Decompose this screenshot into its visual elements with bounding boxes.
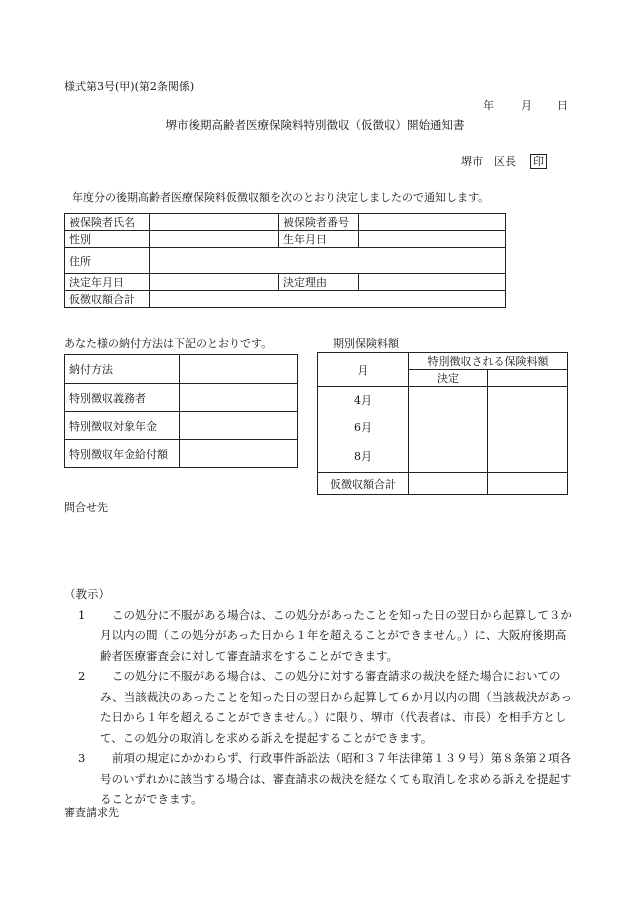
birth-date-label: 生年月日 <box>279 231 359 248</box>
table-row <box>65 291 506 308</box>
address-value <box>150 248 506 274</box>
insured-info-table <box>64 213 506 308</box>
notice-item-number: 3 <box>78 751 86 765</box>
decided-amount-cell <box>409 387 488 414</box>
table-row <box>65 231 506 248</box>
notice-line: 前項の規定にかかわらず、行政事件訴訟法（昭和３７年法律第１３９号）第８条第２項各 <box>112 751 572 765</box>
notice-line: て、この処分の取消しを求める訴えを提起することができます。 <box>100 730 433 745</box>
notice-line: この処分に不服がある場合は、この処分があったことを知った日の翌日から起算して３か <box>112 607 572 622</box>
notice-line: た日から１年を超えることができません。）に限り、堺市（代表者は、市長）を相手方とし <box>100 710 567 724</box>
month-cell: 8月 <box>318 441 409 473</box>
period-total-label: 仮徴収額合計 <box>318 473 409 495</box>
notice-item <box>64 748 574 810</box>
blank-amount-cell <box>488 387 568 414</box>
month-cell: 4月 <box>318 387 409 414</box>
payment-method-value <box>180 355 298 384</box>
date-month-label: 月 <box>521 99 532 112</box>
pension-benefit-value <box>180 440 298 468</box>
payment-method-label: 納付方法 <box>65 355 180 384</box>
notice-line: 号のいずれかに該当する場合は、審査請求の裁決を経なくても取消しを求める訴えを提起す <box>100 771 572 786</box>
notice-line: み、当該裁決のあったことを知った日の翌日から起算して６か月以内の間（当該裁決があっ <box>100 689 572 704</box>
insured-number-label: 被保険者番号 <box>279 214 359 231</box>
period-total-decided <box>409 473 488 495</box>
decision-reason-value <box>359 274 506 291</box>
month-header: 月 <box>318 353 409 387</box>
table-row <box>65 248 506 274</box>
birth-date-value <box>359 231 506 248</box>
table-row <box>318 353 568 370</box>
review-request-label: 審査請求先 <box>64 806 119 819</box>
seal-stamp: 印 <box>530 154 547 169</box>
notice-section <box>64 584 574 810</box>
target-pension-value <box>180 412 298 440</box>
notice-item <box>64 605 574 667</box>
decided-amount-cell <box>409 441 488 473</box>
blank-header-cell <box>488 370 568 387</box>
period-caption: 期別保険料額 <box>333 337 399 350</box>
provisional-total-value <box>150 291 506 308</box>
pension-benefit-label: 特別徴収年金給付額 <box>65 440 180 468</box>
blank-amount-cell <box>488 441 568 473</box>
issuer-name: 堺市 区長 <box>461 155 516 168</box>
period-premium-table <box>317 352 568 495</box>
notice-item-number: 2 <box>78 669 86 683</box>
table-row <box>318 414 568 441</box>
sex-value <box>150 231 279 248</box>
insured-name-value <box>150 214 279 231</box>
address-label: 住所 <box>65 248 150 274</box>
decision-reason-label: 決定理由 <box>279 274 359 291</box>
notice-heading: （教示） <box>64 587 110 601</box>
date-day-label: 日 <box>557 99 568 112</box>
table-row <box>65 412 298 440</box>
form-number: 様式第3号(甲)(第2条関係) <box>64 80 195 93</box>
sex-label: 性別 <box>65 231 150 248</box>
collection-obligor-value <box>180 384 298 412</box>
issuer-line <box>461 154 547 169</box>
date-year-label: 年 <box>483 99 494 112</box>
intro-text: 年度分の後期高齢者医療保険料仮徴収額を次のとおり決定しましたので通知します。 <box>72 191 490 204</box>
decision-date-value <box>150 274 279 291</box>
notice-line: ることができます。 <box>100 792 203 806</box>
collection-obligor-label: 特別徴収義務者 <box>65 384 180 412</box>
decided-amount-cell <box>409 414 488 441</box>
notice-item-number: 1 <box>78 607 86 622</box>
document-title: 堺市後期高齢者医療保険料特別徴収（仮徴収）開始通知書 <box>165 118 465 132</box>
table-row <box>65 384 298 412</box>
notice-line: 月以内の間（この処分があった日から１年を超えることができません。）に、大阪府後期高 <box>100 628 567 642</box>
payment-caption: あなた様の納付方法は下記のとおりです。 <box>64 337 273 350</box>
collected-amount-header: 特別徴収される保険料額 <box>409 353 568 370</box>
payment-method-table <box>64 354 298 468</box>
decision-date-label: 決定年月日 <box>65 274 150 291</box>
table-row <box>65 355 298 384</box>
table-row <box>65 274 506 291</box>
notice-line: 齢者医療審査会に対して審査請求をすることができます。 <box>100 648 399 663</box>
table-row <box>65 214 506 231</box>
notice-item <box>64 666 574 748</box>
table-row <box>318 387 568 414</box>
inquiry-label: 問合せ先 <box>64 501 108 514</box>
period-total-blank <box>488 473 568 495</box>
blank-amount-cell <box>488 414 568 441</box>
month-cell: 6月 <box>318 414 409 441</box>
table-row <box>318 441 568 473</box>
table-row <box>318 473 568 495</box>
table-row <box>65 440 298 468</box>
target-pension-label: 特別徴収対象年金 <box>65 412 180 440</box>
insured-name-label: 被保険者氏名 <box>65 214 150 231</box>
provisional-total-label: 仮徴収額合計 <box>65 291 150 308</box>
decided-header: 決定 <box>409 370 488 387</box>
notice-line: この処分に不服がある場合は、この処分に対する審査請求の裁決を経た場合においての <box>112 669 561 683</box>
insured-number-value <box>359 214 506 231</box>
